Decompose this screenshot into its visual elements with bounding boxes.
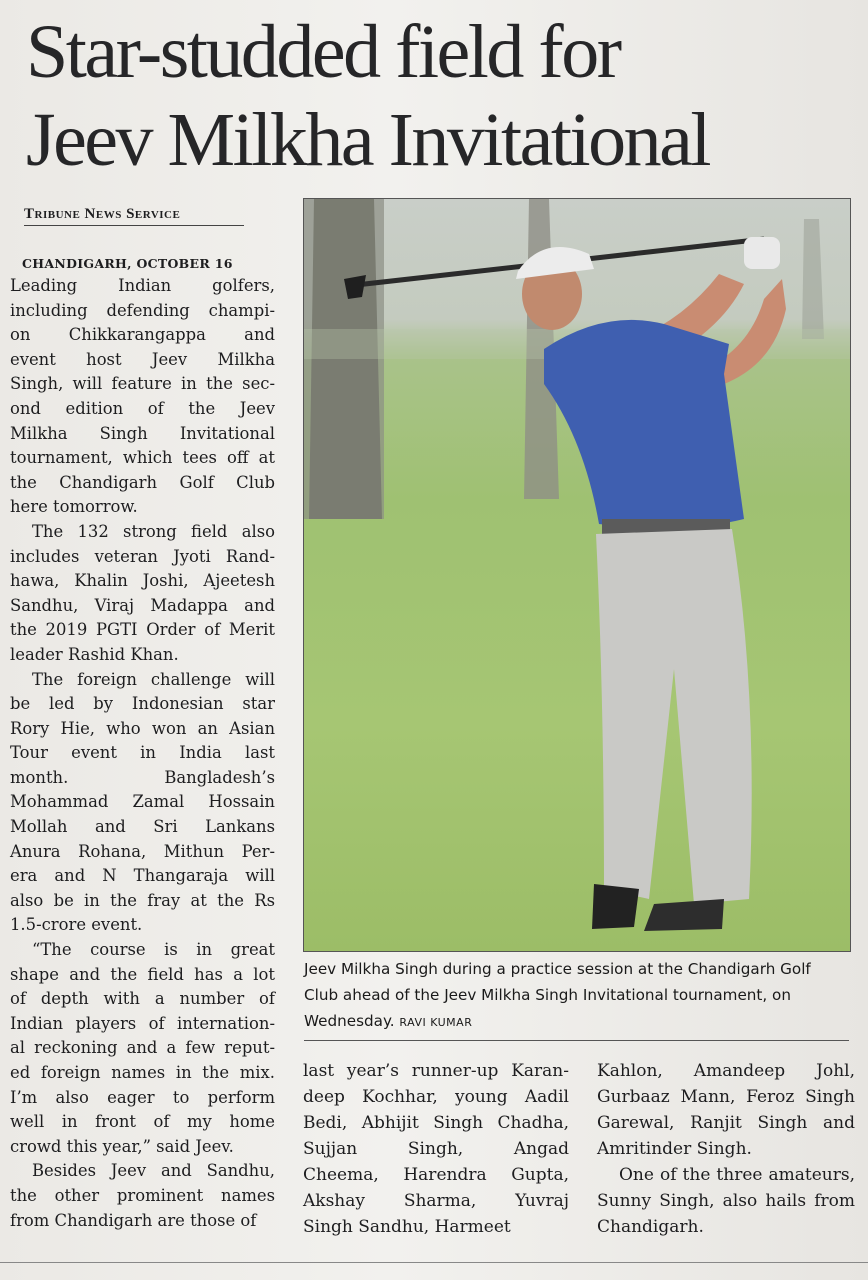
text-line: event host Jeev Milkha: [10, 349, 275, 369]
headline-line-2: Jeev Milkha Invitational: [26, 98, 709, 182]
text-line: Leading Indian golfers,: [10, 276, 275, 295]
text-line: The foreign challenge will: [32, 669, 275, 689]
text-line: shape and the field has a lot: [10, 964, 275, 984]
text-line: tournament, which tees off at: [10, 448, 275, 468]
text-line: the 2019 PGTI Order of Merit: [10, 620, 275, 640]
text-line: era and N Thangaraja will: [10, 866, 275, 886]
text-line: month. Bangladesh’s: [10, 767, 275, 787]
caption-text: Jeev Milkha Singh during a practice session at the Chandigarh Golf Club ahead of the Jeev Milkha Singh Invitational tournament, on Wednesday.: [304, 960, 811, 1030]
text-line: Sunny Singh, also hails from: [597, 1191, 855, 1211]
text-line: Kahlon, Amandeep Johl,: [597, 1061, 855, 1081]
headline: [26, 8, 846, 184]
text-line: The 132 strong field also: [32, 521, 275, 541]
text-line: One of the three amateurs,: [619, 1165, 855, 1185]
text-line: from Chandigarh are those of: [10, 1210, 257, 1230]
text-line: Garewal, Ranjit Singh and: [597, 1113, 855, 1133]
text-line: Anura Rohana, Mithun Per-: [10, 841, 275, 861]
text-line: be led by Indonesian star: [10, 694, 275, 714]
text-line: Singh, will feature in the sec-: [10, 374, 275, 394]
text-line: Amritinder Singh.: [597, 1139, 752, 1159]
article-column-2: [303, 1058, 569, 1240]
text-line: the Chandigarh Golf Club: [10, 472, 275, 492]
text-line: Chandigarh.: [597, 1217, 704, 1237]
text-line: including defending champi-: [10, 300, 275, 320]
text-line: crowd this year,” said Jeev.: [10, 1136, 234, 1156]
headline-line-1: Star-studded field for: [26, 10, 620, 94]
text-line: on Chikkarangappa and: [10, 325, 275, 345]
photo-credit: RAVI KUMAR: [399, 1016, 473, 1029]
text-line: hawa, Khalin Joshi, Ajeetesh: [10, 571, 275, 591]
text-line: Cheema, Harendra Gupta,: [303, 1165, 569, 1185]
text-line: Rory Hie, who won an Asian: [10, 718, 275, 738]
text-line: well in front of my home: [10, 1112, 275, 1132]
text-line: Sandhu, Viraj Madappa and: [10, 595, 275, 615]
caption-divider: [304, 1040, 849, 1041]
text-line: includes veteran Jyoti Rand-: [10, 546, 275, 566]
photo-caption: [304, 956, 849, 1036]
text-line: Gurbaaz Mann, Feroz Singh: [597, 1087, 855, 1107]
text-line: Bedi, Abhijit Singh Chadha,: [303, 1113, 569, 1133]
text-line: Mohammad Zamal Hossain: [10, 792, 275, 812]
page-bottom-rule: [0, 1262, 868, 1263]
text-line: Indian players of internation-: [10, 1013, 275, 1033]
text-line: Besides Jeev and Sandhu,: [32, 1161, 275, 1181]
text-line: Singh Sandhu, Harmeet: [303, 1217, 511, 1237]
text-line: ed foreign names in the mix.: [10, 1063, 275, 1082]
text-line: leader Rashid Khan.: [10, 644, 179, 664]
text-line: Mollah and Sri Lankans: [10, 817, 275, 837]
text-line: of depth with a number of: [10, 989, 275, 1009]
byline: Tribune News Service: [24, 206, 244, 226]
text-line: 1.5-crore event.: [10, 915, 143, 935]
column-1-text: [10, 274, 275, 1233]
text-line: also be in the fray at the Rs: [10, 890, 275, 910]
text-line: deep Kochhar, young Aadil: [303, 1087, 569, 1107]
text-line: I’m also eager to perform: [10, 1087, 275, 1107]
text-line: “The course is in great: [32, 940, 275, 960]
article-column-3: [597, 1058, 855, 1240]
text-line: ond edition of the Jeev: [10, 398, 275, 418]
text-line: Akshay Sharma, Yuvraj: [303, 1191, 569, 1211]
text-line: last year’s runner-up Karan-: [303, 1061, 569, 1081]
text-line: Milkha Singh Invitational: [10, 423, 275, 443]
article-column-1: [10, 254, 275, 1233]
text-line: Tour event in India last: [10, 743, 275, 763]
text-line: here tomorrow.: [10, 497, 138, 517]
text-line: al reckoning and a few reput-: [10, 1038, 275, 1058]
golfer-illustration: [304, 199, 850, 951]
dateline: CHANDIGARH, OCTOBER 16: [22, 256, 233, 271]
text-line: the other prominent names: [10, 1185, 275, 1205]
text-line: Sujjan Singh, Angad: [303, 1139, 569, 1159]
golfer-photo: [303, 198, 851, 952]
